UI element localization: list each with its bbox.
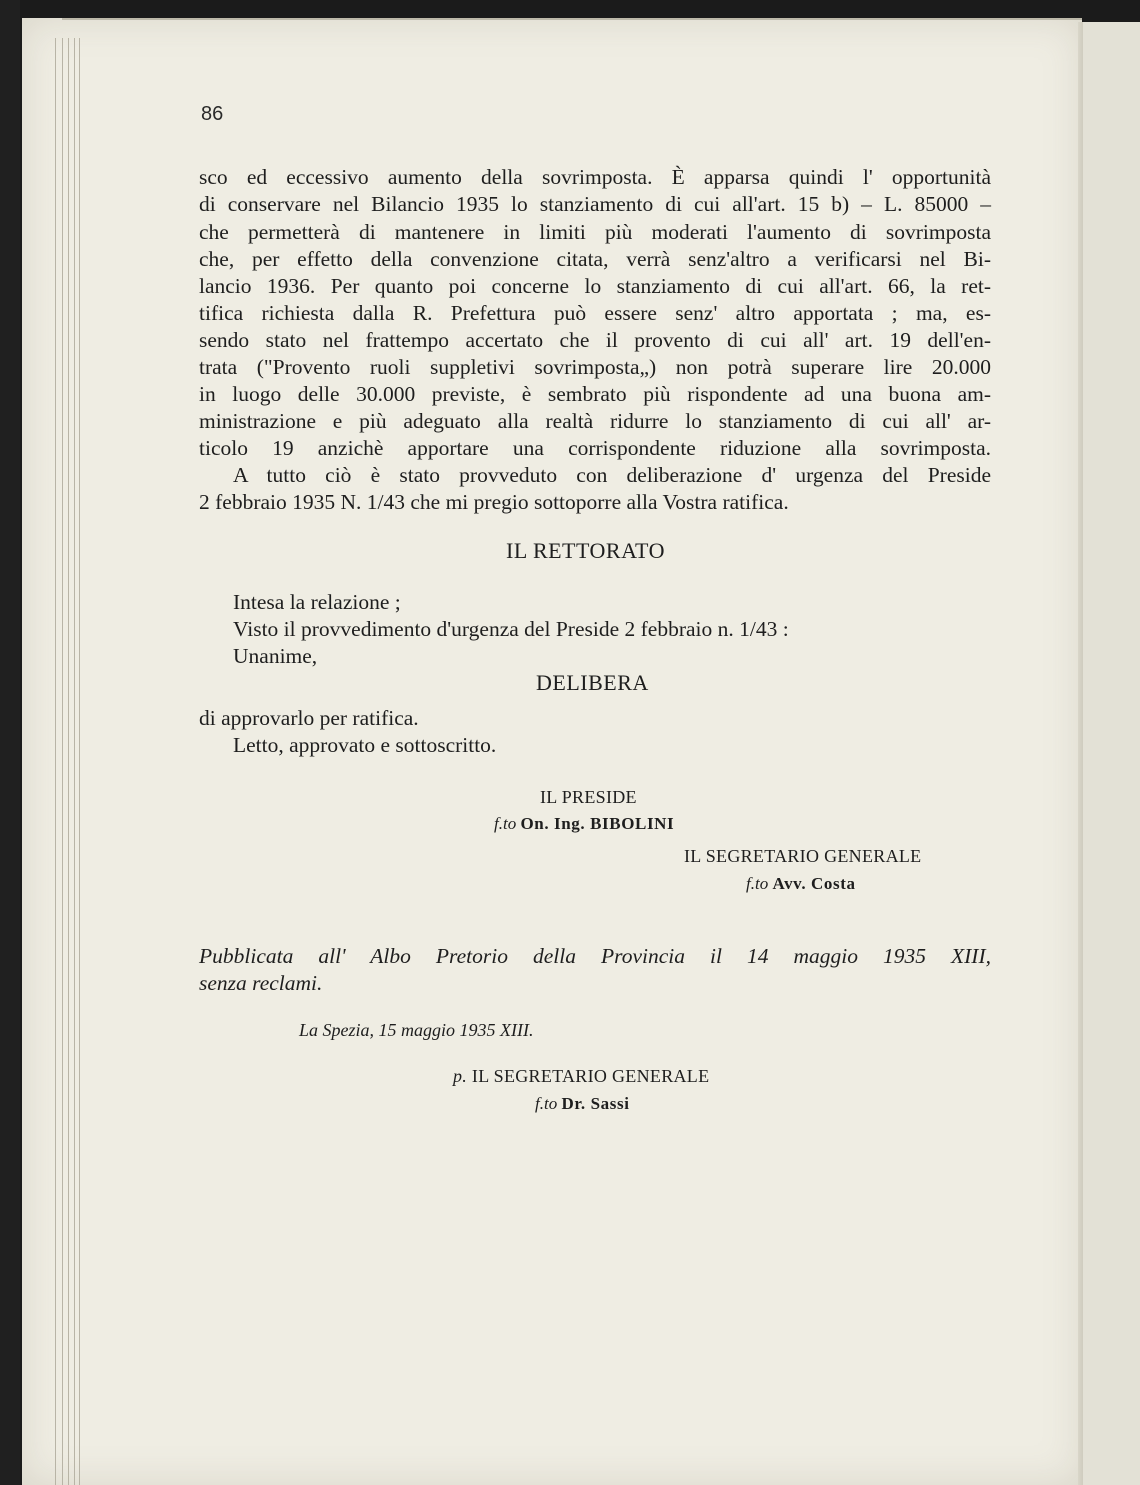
preside-signature <box>494 814 674 834</box>
scan-left-margin <box>0 0 20 1485</box>
preside-title: IL PRESIDE <box>540 787 637 807</box>
paragraph-line: in luogo delle 30.000 previste, è sembrato più rispondente ad una buona am- <box>199 382 991 406</box>
paragraph-line: sco ed eccessivo aumento della sovrimposta. È apparsa quindi l' opportunità <box>199 165 991 189</box>
segretario-signature <box>746 874 856 894</box>
paragraph-line: A tutto ciò è stato provveduto con deliberazione d' urgenza del Preside <box>233 463 991 487</box>
heading-delibera: DELIBERA <box>536 670 649 695</box>
segretario-pp-name: Dr. Sassi <box>561 1094 630 1113</box>
segretario-pp-prefix: p. <box>453 1066 468 1086</box>
publication-line: Pubblicata all' Albo Pretorio della Provincia il 14 maggio 1935 XIII, <box>199 944 991 968</box>
resolution-line: di approvarlo per ratifica. <box>199 706 419 730</box>
recital-line: Unanime, <box>233 644 318 668</box>
page-edge-line <box>68 38 69 1485</box>
heading-rettorato: IL RETTORATO <box>506 538 665 563</box>
segretario-pp-title <box>453 1066 709 1087</box>
paragraph-line: lancio 1936. Per quanto poi concerne lo stanziamento di cui all'art. 66, la ret- <box>199 274 991 298</box>
publication-line: senza reclami. <box>199 971 323 995</box>
recital-line: Intesa la relazione ; <box>233 590 401 614</box>
page-edge-line <box>79 38 80 1485</box>
paragraph-line: di conservare nel Bilancio 1935 lo stanziamento di cui all'art. 15 b) – L. 85000 – <box>199 192 991 216</box>
page-top-edge <box>62 18 1082 20</box>
preside-fto: f.to <box>494 814 517 833</box>
paragraph-line: ticolo 19 anzichè apportare una corrispondente riduzione alla sovrimposta. <box>199 436 991 460</box>
recital-line: Visto il provvedimento d'urgenza del Preside 2 febbraio n. 1/43 : <box>233 617 789 641</box>
place-date: La Spezia, 15 maggio 1935 XIII. <box>299 1020 534 1040</box>
page-edge-line <box>74 38 75 1485</box>
segretario-title: IL SEGRETARIO GENERALE <box>684 846 922 866</box>
paragraph-line: tifica richiesta dalla R. Prefettura può essere senz' altro apportata ; ma, es- <box>199 301 991 325</box>
segretario-name: Avv. Costa <box>772 874 856 893</box>
segretario-pp-signature <box>535 1094 630 1114</box>
segretario-pp-fto: f.to <box>535 1094 558 1113</box>
closing-line: Letto, approvato e sottoscritto. <box>233 733 497 757</box>
paragraph-line: ministrazione e più adeguato alla realtà ridurre lo stanziamento di cui all' ar- <box>199 409 991 433</box>
segretario-fto: f.to <box>746 874 769 893</box>
preside-name: On. Ing. BIBOLINI <box>520 814 675 833</box>
page-edge-line <box>62 38 63 1485</box>
paragraph-line: che permetterà di mantenere in limiti più moderati l'aumento di sovrimposta <box>199 220 991 244</box>
segretario-pp-title-text: IL SEGRETARIO GENERALE <box>471 1066 710 1086</box>
paragraph-line: che, per effetto della convenzione citata, verrà senz'altro a verificarsi nel Bi- <box>199 247 991 271</box>
page-number: 86 <box>201 103 224 125</box>
paragraph-line: 2 febbraio 1935 N. 1/43 che mi pregio sottoporre alla Vostra ratifica. <box>199 490 789 514</box>
page-edge-line <box>55 38 56 1485</box>
next-page-edge <box>1083 22 1140 1485</box>
paragraph-line: trata ("Provento ruoli suppletivi sovrimposta„) non potrà superare lire 20.000 <box>199 355 991 379</box>
paragraph-line: sendo stato nel frattempo accertato che il provento di cui all' art. 19 dell'en- <box>199 328 991 352</box>
